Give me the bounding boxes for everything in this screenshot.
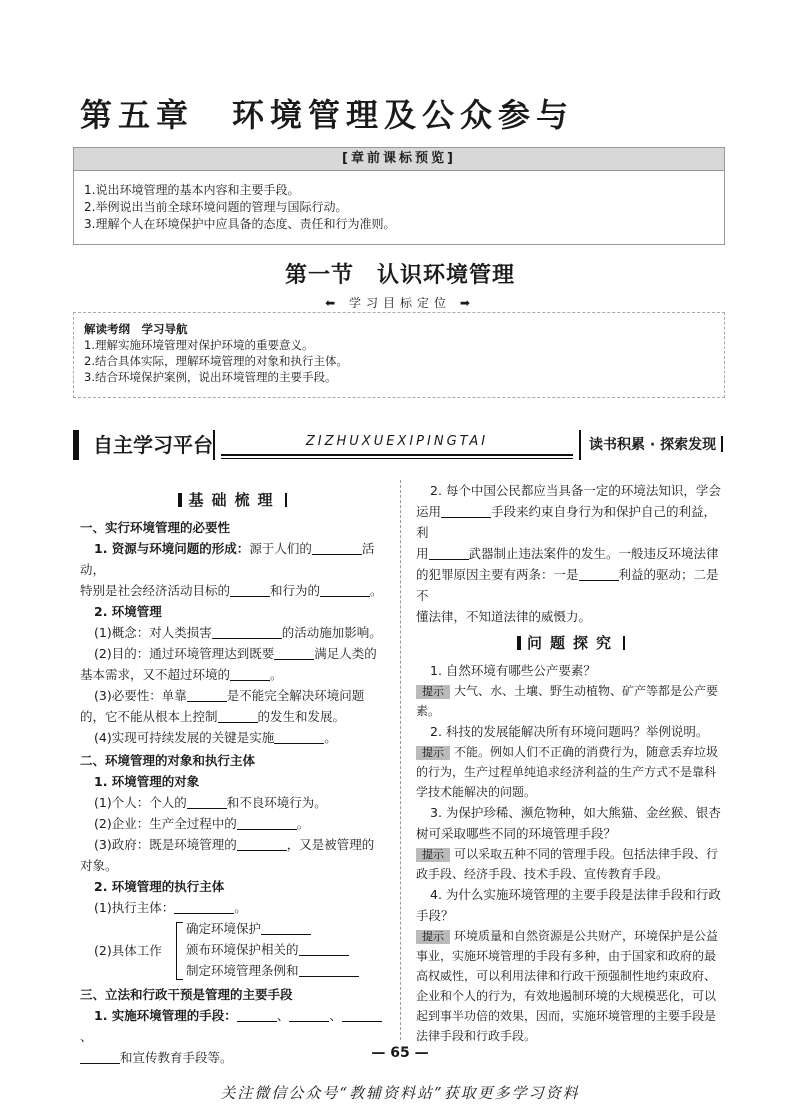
paragraph: (1)执行主体： 。 <box>94 900 247 915</box>
question: 2. 科技的发展能解决所有环境问题吗？举例说明。 <box>430 724 709 739</box>
platform-banner <box>73 430 723 462</box>
paragraph: (3)必要性：单靠 是不能完全解决环境问题 <box>94 688 365 703</box>
question: 4. 为什么实施环境管理的主要手段是法律手段和行政手段？ <box>416 887 721 923</box>
fill-blank[interactable] <box>312 540 362 555</box>
paragraph: 2. 每个中国公民都应当具备一定的环境法知识，学会 <box>430 483 721 498</box>
paragraph: (2)目的：通过环境管理达到既要 满足人类的 <box>94 646 377 661</box>
fill-blank[interactable] <box>274 729 324 744</box>
list-item: 1.理解实施环境管理对保护环境的重要意义。 <box>84 338 314 352</box>
list-item: 3.结合环境保护案例，说出环境管理的主要手段。 <box>84 370 337 384</box>
list-item: 确定环境保护 <box>186 918 359 939</box>
preview-title: [章前课标预览] <box>74 148 724 171</box>
fill-blank[interactable] <box>230 582 270 597</box>
column-divider <box>400 480 401 1040</box>
fill-blank[interactable] <box>579 566 619 581</box>
hint: 提示 可以采取五种不同的管理手段。包括法律手段、行政手段、经济手段、技术手段、宣传教育手段。 <box>416 847 719 881</box>
arrow-left-icon: ⬅ <box>325 296 341 310</box>
paragraph: (1)概念：对人类损害 的活动施加影响。 <box>94 625 382 640</box>
fill-blank[interactable] <box>237 1007 277 1022</box>
divider <box>221 458 573 459</box>
banner-pinyin: ZIZHUXUEXIPINGTAI <box>305 434 489 449</box>
bookmark-icon <box>517 636 521 650</box>
brace-label: (2)具体工作 <box>94 943 162 958</box>
fill-blank[interactable] <box>342 1007 382 1022</box>
goal-head: 解读考纲 学习导航 <box>84 322 188 336</box>
list-item: 颁布环境保护相关的 <box>186 939 359 960</box>
hint-tag: 提示 <box>416 848 450 862</box>
fill-blank[interactable] <box>187 794 227 809</box>
heading: 三、立法和行政干预是管理的主要手段 <box>80 987 293 1002</box>
fill-blank[interactable] <box>441 503 491 518</box>
paragraph: 特别是社会经济活动目标的 和行为的 。 <box>80 583 383 598</box>
question: 1. 自然环境有哪些公产要素？ <box>430 663 596 678</box>
footer-note: 关注微信公众号“教辅资料站”获取更多学习资料 <box>220 1084 580 1102</box>
divider <box>579 430 581 460</box>
heading: 2. 环境管理的执行主体 <box>94 879 225 894</box>
paragraph: 运用 手段来约束自身行为和保护自己的利益，利 <box>416 504 717 540</box>
fill-blank[interactable] <box>429 545 469 560</box>
hint: 提示 不能。例如人们不正确的消费行为，随意丢弃垃圾的行为，生产过程单纯追求经济利益的生产方式不是靠科学技术能解决的问题。 <box>416 745 719 799</box>
work-brace <box>80 918 385 982</box>
paragraph: (3)政府：既是环境管理的 ，又是被管理的 <box>94 837 375 852</box>
heading: 2. 环境管理 <box>94 604 162 619</box>
banner-subtitle: 读书积累 · 探索发现 <box>589 430 723 460</box>
fill-blank[interactable] <box>237 815 297 830</box>
arrow-right-icon: ➡ <box>459 296 475 310</box>
question: 3. 为保护珍稀、濒危物种，如大熊猫、金丝猴、银杏树可采取哪些不同的环境管理手段？ <box>416 805 721 841</box>
page-number: — 65 — <box>371 1045 429 1061</box>
fill-blank[interactable] <box>218 708 258 723</box>
hint-tag: 提示 <box>416 746 450 760</box>
divider <box>213 430 215 460</box>
fill-blank[interactable] <box>274 645 314 660</box>
preview-box <box>73 147 725 245</box>
divider <box>221 454 573 456</box>
hint-tag: 提示 <box>416 930 450 944</box>
paragraph: 用 武器制止违法案件的发生。一般违反环境法律 <box>416 546 719 561</box>
hint-tag: 提示 <box>416 685 450 699</box>
left-column <box>80 484 385 1068</box>
chapter-title: 第五章 环境管理及公众参与 <box>80 96 575 134</box>
fill-blank[interactable] <box>237 836 287 851</box>
section-title: 第一节 认识环境管理 <box>284 263 515 288</box>
fill-blank[interactable] <box>261 920 311 935</box>
paragraph: 和宣传教育手段等。 <box>80 1047 385 1068</box>
fill-blank[interactable] <box>289 1007 329 1022</box>
goal-label: ⬅ 学习目标定位 ➡ <box>325 296 475 310</box>
brace-icon <box>176 922 183 980</box>
paragraph: 的犯罪原因主要有两条：一是 利益的驱动；二是不 <box>416 567 719 603</box>
list-item: 1.说出环境管理的基本内容和主要手段。 <box>84 183 300 197</box>
subhead-basics: 基础梳理 <box>80 490 385 511</box>
paragraph: (4)实现可持续发展的关键是实施 。 <box>94 730 337 745</box>
paragraph: 懂法律，不知道法律的威慑力。 <box>416 609 592 624</box>
paragraph: (1)个人：个人的 和不良环境行为。 <box>94 795 327 810</box>
heading: 一、实行环境管理的必要性 <box>80 520 231 535</box>
paragraph: (2)企业：生产全过程中的 。 <box>94 816 310 831</box>
paragraph: 1. 资源与环境问题的形成：源于人们的 活动， <box>80 541 375 577</box>
right-column <box>416 480 726 1046</box>
paragraph: 1. 实施环境管理的手段： 、 、、 <box>80 1005 385 1047</box>
fill-blank[interactable] <box>320 582 370 597</box>
fill-blank[interactable] <box>230 666 270 681</box>
list-item: 2.举例说出当前全球环境问题的管理与国际行动。 <box>84 200 348 214</box>
list-item: 2.结合具体实际，理解环境管理的对象和执行主体。 <box>84 354 348 368</box>
paragraph: 的，它不能从根本上控制 的发生和发展。 <box>80 709 346 724</box>
paragraph: 基本需求，又不超过环境的 。 <box>80 667 283 682</box>
hint: 提示 环境质量和自然资源是公共财产，环境保护是公益事业，实施环境管理的手段有多种，由于国家和政府的最高权威性，可以利用法律和行政干预强制性地约束政府、企业和个人的行为，有效地遏制环境的大规模恶化，可以起到事半功倍的效果，因而，实施环境管理的主要手段是法律手段和行政手段。 <box>416 929 719 1043</box>
heading: 二、环境管理的对象和执行主体 <box>80 753 256 768</box>
heading: 1. 环境管理的对象 <box>94 774 200 789</box>
paragraph: 对象。 <box>80 858 118 873</box>
fill-blank[interactable] <box>212 624 282 639</box>
preview-list <box>84 182 395 233</box>
list-item: 3.理解个人在环境保护中应具备的态度、责任和行为准则。 <box>84 217 396 231</box>
banner-title: 自主学习平台 <box>73 430 213 460</box>
fill-blank[interactable] <box>187 687 227 702</box>
fill-blank[interactable] <box>299 941 349 956</box>
fill-blank[interactable] <box>174 899 234 914</box>
goal-box <box>73 312 725 398</box>
subhead-questions: 问题探究 <box>416 633 726 654</box>
bookmark-icon <box>178 493 182 507</box>
hint: 提示 大气、水、土壤、野生动植物、矿产等都是公产要素。 <box>416 684 719 718</box>
fill-blank[interactable] <box>299 962 359 977</box>
list-item: 制定环境管理条例和 <box>186 960 359 981</box>
